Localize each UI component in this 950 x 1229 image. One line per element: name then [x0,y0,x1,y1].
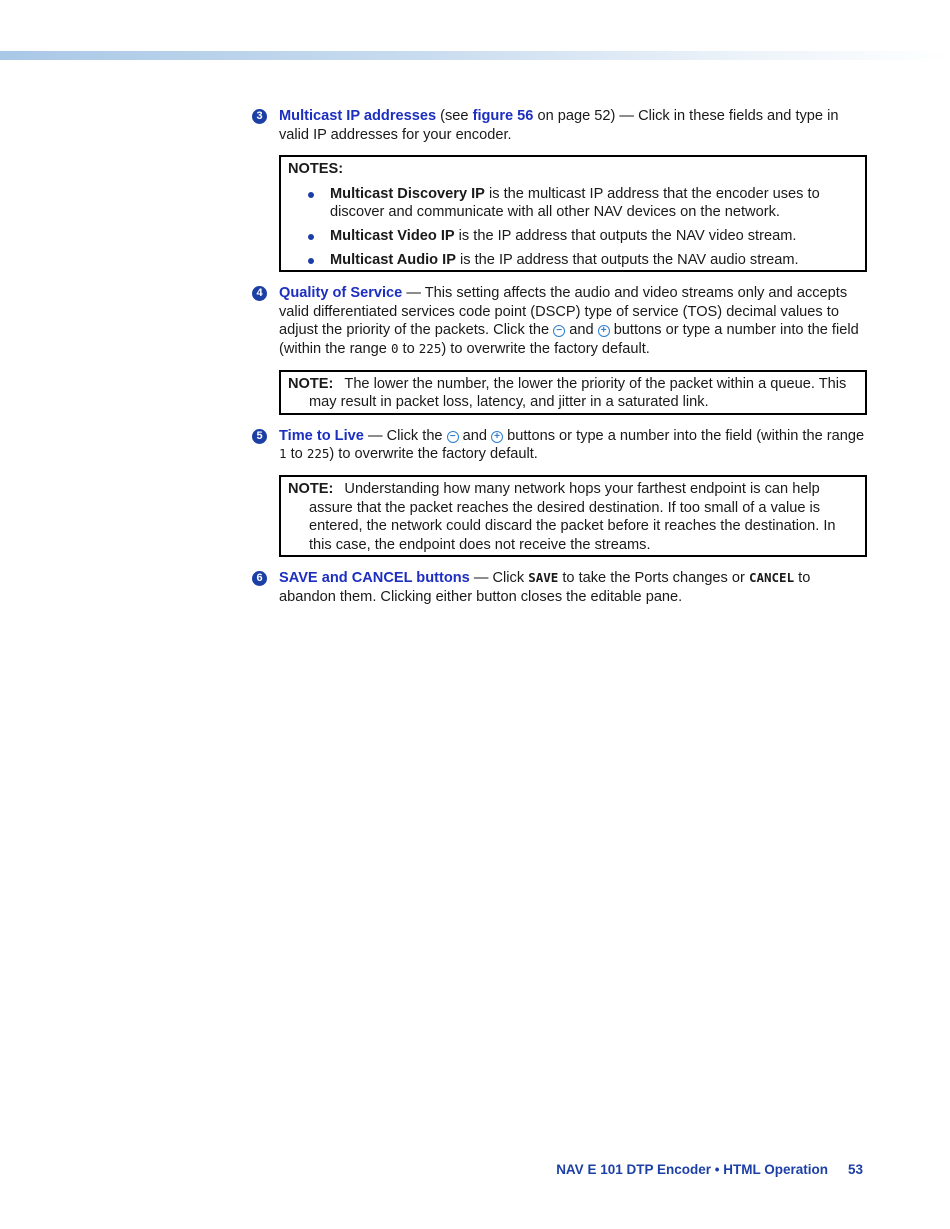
item-text: and [458,427,492,444]
notes-list [288,185,857,269]
footer-title: NAV E 101 DTP Encoder • HTML Operation [556,1162,828,1177]
range-min: 0 [390,340,399,356]
item-text: (see [436,108,473,124]
save-keyword: SAVE [528,570,559,586]
notes-label: NOTES: [288,161,344,178]
minus-circle-icon: − [553,325,565,337]
list-item [320,251,857,270]
item-title: Multicast IP addresses [279,108,437,124]
notes-box [279,155,867,272]
bullet-term: Multicast Discovery IP [330,185,485,202]
range-max: 225 [306,446,330,462]
item-save-cancel [252,569,867,606]
page-content [252,107,867,606]
item-text: buttons or type a number into the field (within the range [503,427,865,444]
step-number-badge: 3 [252,109,267,124]
item-text: — Click the [363,427,447,444]
range-min: 1 [279,446,287,462]
plus-circle-icon: + [491,431,503,443]
item-text: — Click [469,570,529,587]
note-label: NOTE: [288,480,334,497]
note-box [279,475,867,557]
note-text: The lower the number, the lower the priority of the packet within a queue. This may result in packet loss, latency, and jitter in a saturated link. [309,375,847,411]
item-multicast-ip [252,107,867,144]
note-label: NOTE: [288,375,334,392]
range-max: 225 [418,340,442,356]
list-item [320,185,857,222]
page-footer [556,1162,863,1177]
item-text: to take the Ports changes or [558,570,749,587]
note-text: Understanding how many network hops your farthest endpoint is can help assure that the packet reaches the desired destination. If too small of a value is entered, the network could discard the packet before it reaches the destination. In this case, the endpoint does not receive the streams. [309,480,836,553]
page-number: 53 [847,1162,863,1177]
note-content [288,480,857,554]
note-box [279,370,867,415]
bullet-icon [308,192,314,198]
item-text: buttons or type a number into the field (within the range [279,322,859,357]
bullet-term: Multicast Video IP [330,227,455,244]
bullet-term: Multicast Audio IP [330,251,456,268]
item-text: to abandon them. Clicking either button closes the editable pane. [279,570,811,605]
step-number-badge: 6 [252,571,267,586]
item-text: to [286,446,307,463]
step-number-badge: 4 [252,286,267,301]
bullet-text: is the multicast IP address that the encoder uses to discover and communicate with all other NAV devices on the network. [330,185,820,221]
item-text: — This setting affects the audio and video streams only and accepts valid differentiated services code point (DSCP) type of service (TOS) decimal values to adjust the priority of the packets. Click the [279,285,848,339]
item-quality-of-service [252,284,867,358]
list-item [320,227,857,246]
step-number-badge: 5 [252,429,267,444]
bullet-icon [308,234,314,240]
bullet-icon [308,258,314,264]
header-band [0,51,950,60]
item-text: on page 52) — Click in these fields and type in valid IP addresses for your encoder. [279,108,839,143]
item-time-to-live [252,427,867,464]
bullet-text: is the IP address that outputs the NAV video stream. [454,227,797,244]
item-text: and [565,322,598,339]
cancel-keyword: CANCEL [748,570,795,586]
item-text: to [398,340,419,357]
item-title: SAVE and CANCEL buttons [279,570,470,587]
plus-circle-icon: + [598,325,610,337]
note-content [288,375,857,412]
item-title: Quality of Service [279,285,403,302]
bullet-text: is the IP address that outputs the NAV audio stream. [455,251,799,268]
item-title: Time to Live [279,427,364,444]
minus-circle-icon: − [447,431,459,443]
figure-link[interactable]: figure 56 [472,108,534,124]
item-text: ) to overwrite the factory default. [329,446,538,463]
item-text: ) to overwrite the factory default. [441,340,650,357]
